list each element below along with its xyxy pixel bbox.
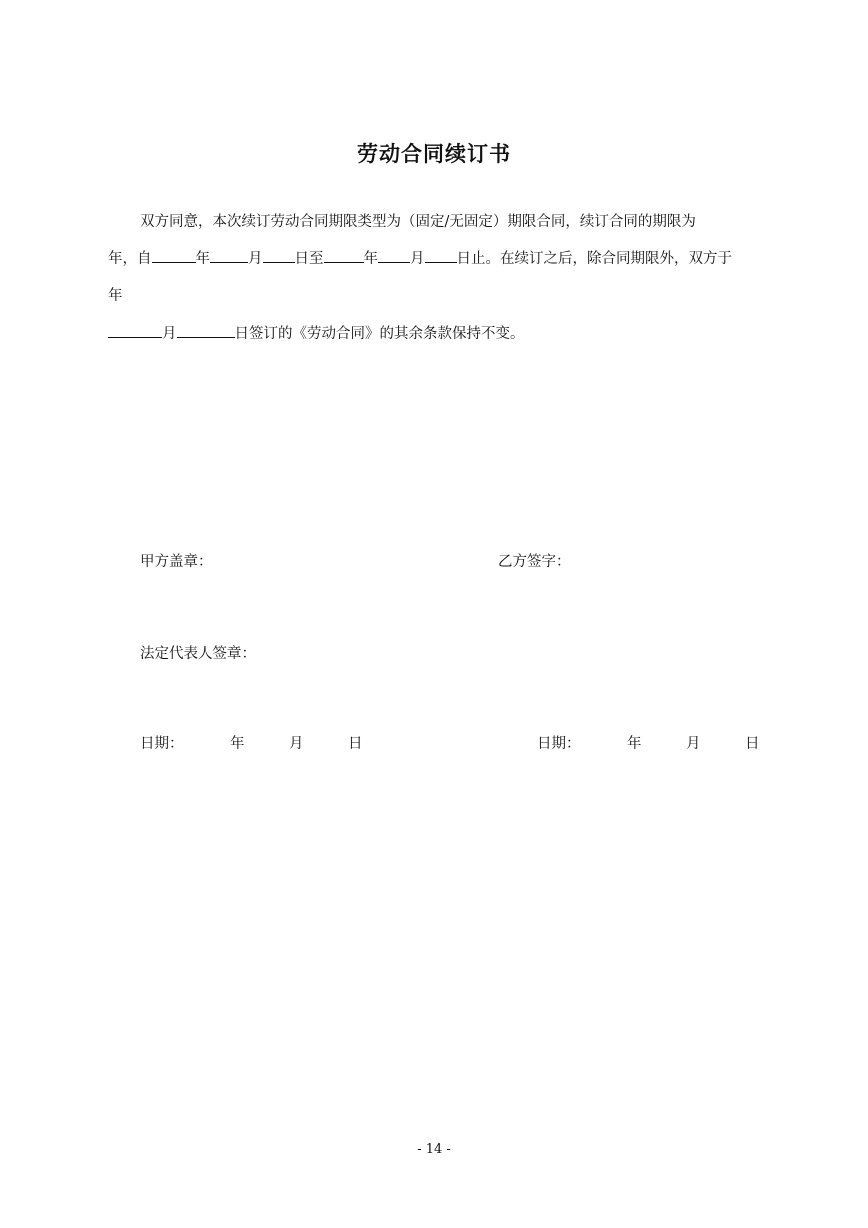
party-b-date-label: 日期： — [537, 736, 581, 752]
fill-blank-end-day — [425, 248, 457, 263]
party-a-seal-label: 甲方盖章： — [140, 554, 213, 570]
paragraph-line-1: 双方同意，本次续订劳动合同期限类型为（固定/无固定）期限合同，续订合同的期限为 — [140, 214, 696, 230]
page-number: - 14 - — [417, 1142, 451, 1157]
text-segment: 日止。在续订之后，除合同期限外，双方于 — [456, 251, 732, 267]
fill-blank-start-day — [263, 248, 295, 263]
party-a-date-day: 日 — [348, 736, 363, 752]
text-segment: 年 — [195, 251, 210, 267]
document-title: 劳动合同续订书 — [357, 142, 511, 166]
fill-blank-end-year — [324, 248, 364, 263]
party-b-date-month: 月 — [686, 736, 701, 752]
text-segment: 月 — [162, 326, 177, 342]
legal-rep-sign-label: 法定代表人签章： — [140, 646, 256, 662]
party-b-date-year: 年 — [627, 736, 642, 752]
text-segment: 月 — [248, 251, 263, 267]
paragraph-line-2 — [108, 247, 732, 268]
party-b-sign-label: 乙方签字： — [498, 554, 571, 570]
party-a-date-label: 日期： — [140, 736, 184, 752]
text-segment: 年 — [363, 251, 378, 267]
fill-blank-end-month — [378, 248, 410, 263]
fill-blank-start-month — [210, 248, 248, 263]
party-a-date-month: 月 — [289, 736, 304, 752]
party-a-date-year: 年 — [230, 736, 245, 752]
fill-blank-start-year — [152, 248, 196, 263]
text-segment: 日签订的《劳动合同》的其余条款保持不变。 — [234, 326, 525, 342]
party-b-date-day: 日 — [745, 736, 760, 752]
text-segment: 年，自 — [108, 251, 152, 267]
fill-blank-original-month — [108, 323, 162, 338]
paragraph-line-4 — [108, 322, 525, 343]
text-segment: 日至 — [294, 251, 324, 267]
paragraph-line-3: 年 — [108, 288, 123, 304]
text-segment: 月 — [410, 251, 425, 267]
fill-blank-original-day — [177, 323, 235, 338]
